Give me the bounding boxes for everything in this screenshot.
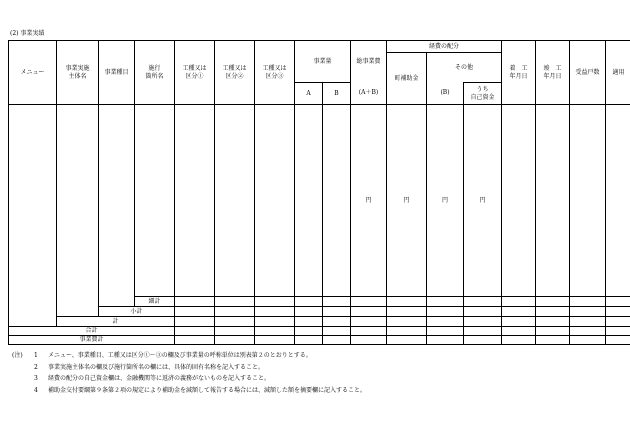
total-menu: [9, 317, 57, 327]
header-remarks: 適用: [606, 41, 630, 105]
header-own-funds: うち 自己資金: [464, 83, 502, 105]
body-site[interactable]: [135, 105, 175, 297]
header-allocation: 経費の配分: [387, 41, 502, 53]
header-other-sub: (B): [427, 83, 464, 105]
body-menu[interactable]: [9, 105, 57, 297]
body-type[interactable]: [99, 105, 135, 297]
body-vol-a[interactable]: [295, 105, 323, 297]
header-start-date: 着 工 年月日: [502, 41, 536, 105]
notes-section: [12, 350, 366, 396]
header-class2: 工種又は 区分②: [215, 41, 255, 105]
header-households: 受益戸数: [570, 41, 606, 105]
row-label-subtotal: 小計: [99, 307, 175, 317]
note-text: 経費の配分の自己資金欄は、金融機関等に返済の義務がないものを記入すること。: [48, 375, 271, 382]
header-class1: 工種又は 区分①: [175, 41, 215, 105]
header-town-subsidy: 町補助金: [387, 53, 427, 105]
row-label-sub-detail: 細計: [135, 297, 175, 307]
header-total-cost: 総事業費: [351, 41, 387, 83]
body-households[interactable]: [570, 105, 606, 297]
row-label-total: 計: [57, 317, 175, 327]
header-volume-b: B: [323, 83, 351, 105]
subtotal-entity: [57, 307, 99, 317]
sub-entity: [57, 297, 99, 307]
note-item: 4 補助金交付要綱第９条第２項の規定により補助金を減額して報告する場合には、減額した額を摘要欄に記入すること。: [12, 385, 366, 397]
body-town-subsidy[interactable]: [387, 105, 427, 297]
subtotal-menu: [9, 307, 57, 317]
body-entity[interactable]: [57, 105, 99, 297]
header-site: 施行 箇所名: [135, 41, 175, 105]
header-entity: 事業実施 主体名: [57, 41, 99, 105]
unit-yen: 円: [479, 196, 486, 204]
header-volume-a: A: [295, 83, 323, 105]
section-heading: (2) 事業実績: [10, 30, 45, 37]
note-text: メニュー、事業種目、工種又は区分①～③の欄及び事業量の呼称単位は別表第２のとおりとする。: [48, 352, 312, 359]
body-own-funds[interactable]: [464, 105, 502, 297]
business-results-table: [8, 40, 630, 345]
unit-yen: 円: [403, 196, 410, 204]
body-other[interactable]: [427, 105, 464, 297]
header-class3: 工種又は 区分③: [255, 41, 295, 105]
body-total-cost[interactable]: [351, 105, 387, 297]
body-remarks[interactable]: [606, 105, 630, 297]
body-class3[interactable]: [255, 105, 295, 297]
header-finish-date: 竣 工 年月日: [536, 41, 570, 105]
sub-type: [99, 297, 135, 307]
header-menu: メニュー: [9, 41, 57, 105]
body-finish-date[interactable]: [536, 105, 570, 297]
body-class1[interactable]: [175, 105, 215, 297]
note-item: 3 経費の配分の自己資金欄は、金融機関等に返済の義務がないものを記入すること。: [12, 373, 366, 385]
body-class2[interactable]: [215, 105, 255, 297]
header-total-cost-sub: (A＋B): [351, 83, 387, 105]
unit-yen: 円: [365, 196, 372, 204]
body-vol-b[interactable]: [323, 105, 351, 297]
unit-yen: 円: [442, 196, 449, 204]
header-volume: 事業量: [295, 41, 351, 83]
note-item: (注) 1 メニュー、事業種目、工種又は区分①～③の欄及び事業量の呼称単位は別表第２のとおりとする。: [12, 350, 366, 362]
header-business-type: 事業種目: [99, 41, 135, 105]
notes-label: (注): [12, 352, 23, 359]
note-item: 2 事業実施主体名の欄及び施行箇所名の欄には、具体的固有名称を記入すること。: [12, 362, 366, 374]
sub-menu: [9, 297, 57, 307]
row-label-grand-total: 合計: [9, 327, 175, 336]
note-text: 事業実施主体名の欄及び施行箇所名の欄には、具体的固有名称を記入すること。: [48, 363, 265, 371]
body-start-date[interactable]: [502, 105, 536, 297]
header-other: その他: [427, 53, 502, 83]
note-text: 補助金交付要綱第９条第２項の規定により補助金を減額して報告する場合には、減額した額を摘要欄に記入すること。: [48, 386, 367, 394]
row-label-admin-cost: 事業費計: [9, 336, 175, 345]
